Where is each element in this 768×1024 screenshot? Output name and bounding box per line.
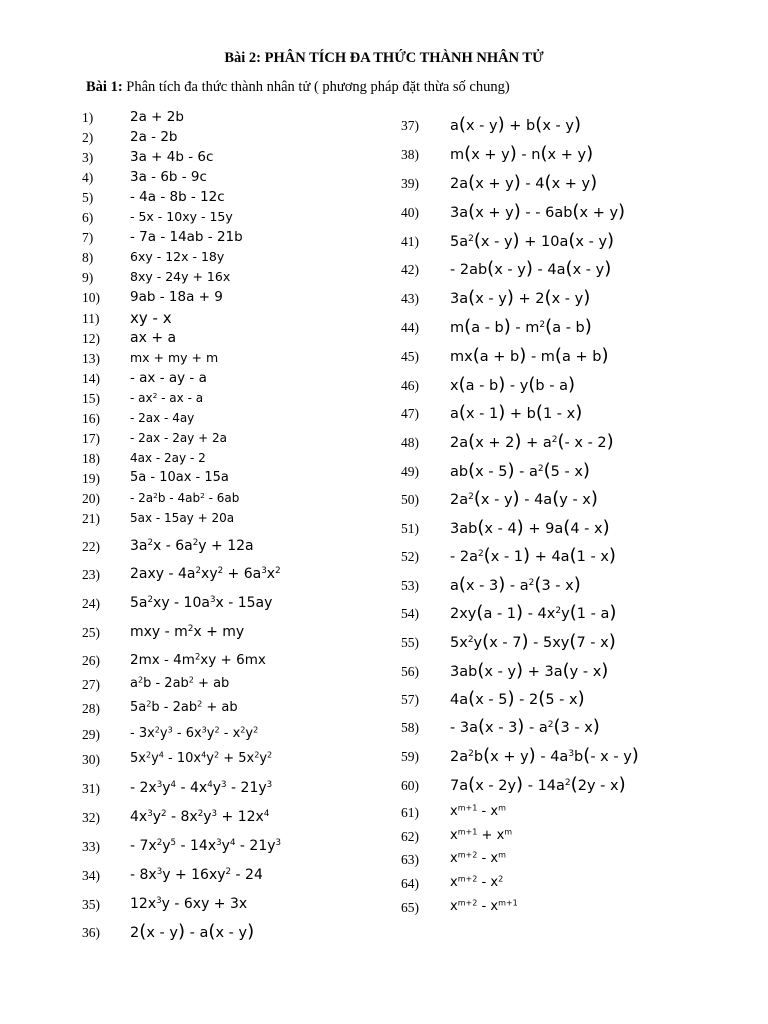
exercise-expression: 3a(x - y) + 2(x - y)	[450, 287, 591, 308]
exercise-number: 65)	[401, 900, 419, 915]
exercise-expression: - $2a^2b - 4ab^2 - 6ab$	[130, 490, 240, 505]
exercise-expression: - 5x - 10xy - 15y	[130, 209, 233, 224]
exercise-number: 61)	[401, 805, 419, 820]
exercise-number: 2)	[82, 130, 94, 145]
exercise-number: 27)	[82, 677, 100, 692]
exercise-expression: 2a - 2b	[130, 129, 178, 145]
exercise-expression: 2a(x + y) - 4(x + y)	[450, 172, 598, 193]
exercise-number: 39)	[401, 176, 419, 191]
exercise-expression: $5x^2y^4 - 10x^4y^2 + 5x^2y^2$	[130, 750, 273, 766]
exercise-expression: - 4a - 8b - 12c	[130, 189, 225, 205]
exercise-number: 46)	[401, 378, 419, 393]
exercise-instructions	[86, 79, 510, 96]
exercise-expression: 5a - 10ax - 15a	[130, 470, 229, 485]
exercise-expression: ax + a	[130, 330, 177, 346]
exercise-number: 1)	[82, 110, 94, 125]
exercise-expression: $4x^3y^2 - 8x^2y^3 + 12x^4$	[130, 809, 270, 825]
exercise-number: 16)	[82, 411, 100, 426]
exercise-number: 11)	[82, 311, 100, 326]
exercise-expression: a(x - 1) + b(1 - x)	[450, 402, 583, 423]
exercise-expression: - $2x^3y^4 - 4x^4y^3 - 21y^3$	[130, 780, 273, 796]
exercise-number: 49)	[401, 464, 419, 479]
exercise-expression: 3a + 4b - 6c	[130, 149, 214, 165]
exercise-number: 3)	[82, 150, 94, 165]
exercise-number: 19)	[82, 471, 100, 486]
exercise-expression: $12x^3y - 6xy + 3x$	[130, 896, 248, 912]
exercise-number: 24)	[82, 596, 100, 611]
exercise-number: 5)	[82, 190, 94, 205]
exercise-expression: m(x + y) - n(x + y)	[450, 143, 594, 164]
exercise-expression: 8xy - 24y + 16x	[130, 269, 231, 284]
exercise-number: 62)	[401, 829, 419, 844]
exercise-number: 40)	[401, 205, 419, 220]
exercise-expression: 4ax - 2ay - 2	[130, 451, 206, 465]
exercise-number: 9)	[82, 270, 94, 285]
exercise-expression: xy - x	[130, 309, 172, 327]
exercise-expression: mxy - $m^2x$ + my	[130, 624, 245, 640]
exercise-number: 10)	[82, 290, 100, 305]
exercise-expression: - $3a(x - 3) - a^2(3 - x)$	[450, 716, 600, 737]
exercise-number: 57)	[401, 692, 419, 707]
exercise-number: 4)	[82, 170, 94, 185]
exercise-expression: $2axy - 4a^2xy^2 + 6a^3x^2$	[130, 566, 281, 582]
exercise-number: 7)	[82, 230, 94, 245]
exercise-number: 17)	[82, 431, 100, 446]
exercise-number: 34)	[82, 868, 100, 883]
exercise-expression: $2a^2b(x + y) - 4a^3b(-$ x - y)	[450, 745, 639, 766]
exercise-number: 22)	[82, 539, 100, 554]
exercise-expression: 3ab(x - 4) + 9a(4 - x)	[450, 517, 610, 538]
exercise-expression: - 2ax - 4ay	[130, 411, 195, 425]
exercise-expression: - $3x^2y^3 - 6x^3y^2 - x^2y^2$	[130, 725, 259, 741]
exercise-number: 56)	[401, 664, 419, 679]
exercise-number: 50)	[401, 492, 419, 507]
exercise-number: 43)	[401, 291, 419, 306]
exercise-expression: mx(a + b) - m(a + b)	[450, 345, 609, 366]
exercise-label: Bài 1:	[86, 79, 123, 95]
exercise-expression: - 2ax - 2ay + 2a	[130, 431, 227, 445]
exercise-number: 63)	[401, 852, 419, 867]
exercise-number: 20)	[82, 491, 100, 506]
exercise-expression: $a(x - 3) - a^2(3 - x)$	[450, 574, 581, 595]
exercise-number: 33)	[82, 839, 100, 854]
exercise-expression: 3ab(x - y) + 3a(y - x)	[450, 660, 609, 681]
exercise-number: 12)	[82, 331, 100, 346]
exercise-number: 54)	[401, 606, 419, 621]
exercise-number: 6)	[82, 210, 94, 225]
exercise-number: 38)	[401, 147, 419, 162]
exercise-number: 31)	[82, 781, 100, 796]
exercise-number: 8)	[82, 250, 94, 265]
exercise-number: 23)	[82, 567, 100, 582]
exercise-expression: - ax - ay - a	[130, 370, 207, 386]
exercise-number: 13)	[82, 351, 100, 366]
exercise-expression: - 7a - 14ab - 21b	[130, 229, 243, 245]
page-title: Bài 2: PHÂN TÍCH ĐA THỨC THÀNH NHÂN TỬ	[224, 50, 544, 66]
exercise-number: 15)	[82, 391, 100, 406]
exercise-expression: - $8x^3y + 16xy^2 - 24$	[130, 867, 263, 883]
exercise-expression: 2a + 2b	[130, 109, 184, 125]
exercise-number: 37)	[401, 118, 419, 133]
exercise-expression: x(a - b) - y(b - a)	[450, 374, 576, 395]
exercise-number: 44)	[401, 320, 419, 335]
exercise-number: 55)	[401, 635, 419, 650]
exercise-expression: $x^{m+2} - x^2$	[450, 874, 504, 890]
exercise-expression: 3a - 6b - 9c	[130, 169, 207, 185]
exercise-expression: $2xy(a - 1) - 4x^2y(1 - a)$	[450, 602, 617, 623]
exercise-expression: $5a^2xy - 10a^3x - 15ay$	[130, 595, 273, 611]
exercise-expression: $x^{m+2} - x^{m+1}$	[450, 898, 518, 914]
exercise-number: 58)	[401, 720, 419, 735]
exercise-number: 29)	[82, 727, 100, 742]
exercise-number: 36)	[82, 925, 100, 940]
exercise-expression: - $2a^2(x - 1) + 4a(1 - x)$	[450, 545, 616, 566]
exercise-expression: 5ax - 15ay + 20a	[130, 511, 235, 525]
exercise-text: Phân tích đa thức thành nhân tử ( phương pháp đặt thừa số chung)	[122, 79, 510, 95]
exercise-expression: - 2ab(x - y) - 4a(x - y)	[450, 258, 612, 279]
exercise-expression: $x^{m+1} + x^m$	[450, 827, 513, 843]
exercise-expression: $5x^2y(x - 7) - 5xy(7 - x)$	[450, 631, 616, 652]
exercise-number: 32)	[82, 810, 100, 825]
exercise-number: 26)	[82, 653, 100, 668]
exercise-number: 47)	[401, 406, 419, 421]
exercise-expression: $7a(x - 2y) - 14a^2(2y - x)$	[450, 774, 626, 795]
exercise-expression: 6xy - 12x - 18y	[130, 249, 225, 264]
exercise-number: 41)	[401, 234, 419, 249]
exercise-number: 64)	[401, 876, 419, 891]
exercise-expression: $5a^2b - 2ab^2$ + ab	[130, 699, 238, 715]
exercise-number: 42)	[401, 262, 419, 277]
exercise-expression: 4a(x - 5) - 2(5 - x)	[450, 688, 585, 709]
exercise-number: 45)	[401, 349, 419, 364]
exercise-number: 18)	[82, 451, 100, 466]
exercise-number: 14)	[82, 371, 100, 386]
exercise-number: 59)	[401, 749, 419, 764]
exercise-expression: $m(a - b) - m^2(a - b)$	[450, 316, 592, 337]
exercise-number: 60)	[401, 778, 419, 793]
exercise-expression: $3a^2x - 6a^2y + 12a$	[130, 538, 254, 554]
exercise-number: 25)	[82, 625, 100, 640]
exercise-expression: 9ab - 18a + 9	[130, 289, 223, 305]
exercise-number: 35)	[82, 897, 100, 912]
exercise-number: 51)	[401, 521, 419, 536]
exercise-expression: $2a^2(x - y) - 4a(y - x)$	[450, 488, 598, 509]
exercise-number: 30)	[82, 752, 100, 767]
exercise-expression: mx + my + m	[130, 350, 219, 365]
exercise-expression: a(x - y) + b(x - y)	[450, 114, 582, 135]
exercise-number: 53)	[401, 578, 419, 593]
exercise-expression: 2(x - y) - a(x - y)	[130, 921, 255, 942]
exercise-number: 52)	[401, 549, 419, 564]
exercise-expression: $2a(x + 2) + a^2(-$ x - 2)	[450, 431, 614, 452]
exercise-number: 28)	[82, 701, 100, 716]
exercise-expression: $5a^2(x - y) + 10a(x - y)$	[450, 230, 615, 251]
exercise-expression: 3a(x + y) - - 6ab(x + y)	[450, 201, 626, 222]
exercise-expression: $ab(x - 5) - a^2(5 - x)$	[450, 460, 590, 481]
exercise-expression: $x^{m+2} - x^m$	[450, 850, 506, 866]
exercise-expression: $a^2b - 2ab^2$ + ab	[130, 675, 230, 691]
exercise-expression: $2mx - 4m^2xy + 6mx$	[130, 651, 266, 668]
exercise-expression: $x^{m+1} - x^m$	[450, 803, 506, 819]
exercise-number: 21)	[82, 511, 100, 526]
exercise-expression: - $7x^2y^5 - 14x^3y^4 - 21y^3$	[130, 838, 282, 854]
exercise-number: 48)	[401, 435, 419, 450]
exercise-expression: - $ax^2$ - ax - a	[130, 390, 204, 405]
